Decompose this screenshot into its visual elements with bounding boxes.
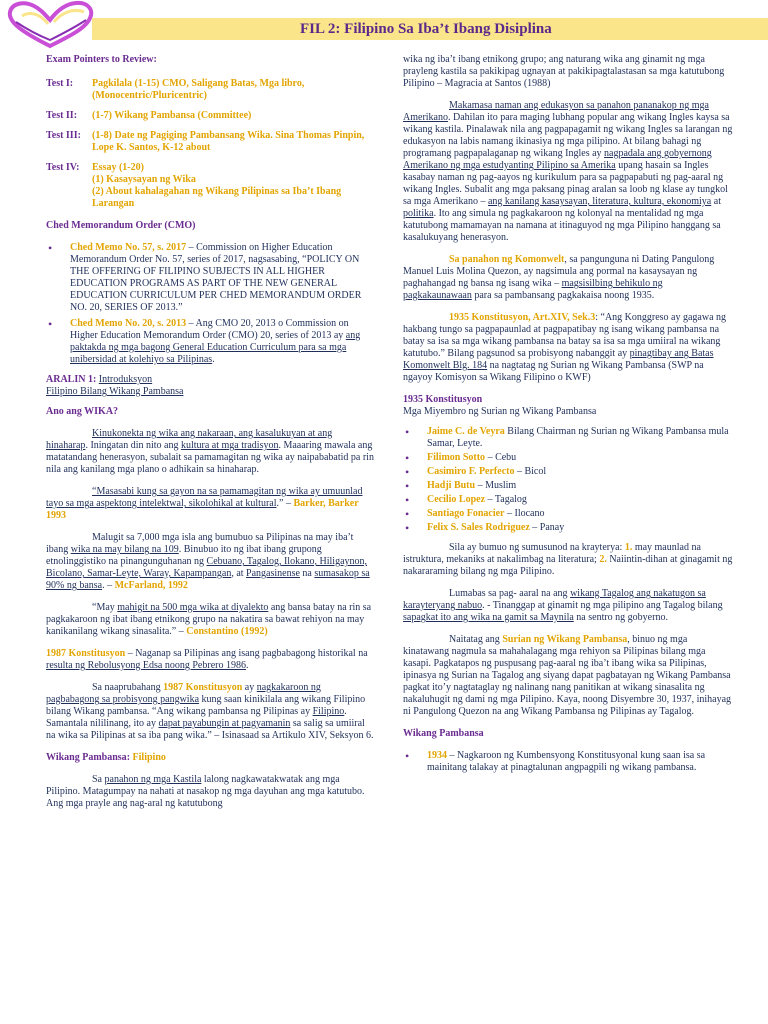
text: upang hasain sa Ingles kasabay naman ng pag-aayos ng kurikulum para sa pagpapabuti ng pag-aaral ng wikang Ingles. Subalit ang mga paksang pinag aralan sa loob ng klase ay tungkol sa mga Amerikano –	[403, 160, 728, 207]
emphasis: nagpadala ang gobyernong Amerikano ng mga estudyanting Pilipino sa Amerika	[403, 148, 712, 171]
text: . –	[102, 580, 115, 591]
wikang-pambansa-heading: Wikang Pambansa	[403, 728, 484, 739]
member-item	[403, 466, 733, 478]
member-item	[403, 508, 733, 520]
paragraph	[403, 588, 733, 624]
aralin-subtitle: Filipino Bilang Wikang Pambansa	[46, 386, 184, 397]
emphasis: magsisilbing behikulo ng pagkakaunawaan	[403, 278, 663, 301]
text: – Naganap sa Pilipinas ang isang pagbabagong historikal na	[125, 648, 368, 659]
text: .	[245, 660, 249, 671]
member-name: Casimiro F. Perfecto	[427, 466, 515, 477]
emphasis: pinagtibay ang Batas Komonwelt Blg. 184	[403, 348, 714, 371]
timeline-list	[403, 750, 733, 774]
test-label: Test IV:	[46, 162, 80, 173]
essay-item: (2) About kahalagahan ng Wikang Pilipinas sa Iba’t Ibang Larangan	[92, 186, 342, 209]
member-item	[403, 494, 733, 506]
text: Malugit sa 7,000 mga isla ang bumubuo sa Pilipinas na may iba’t ibang	[46, 532, 354, 555]
paragraph: wika ng iba’t ibang etnikong grupo; ang naturang wika ang ginamit ng mga prayleng kastila sa pakikipag ugnayan at pakikipagtalastasan sa mga katutubong Pilipino – Magracia at Santos (1988)	[403, 54, 725, 89]
ched-item-emphasis: ang paktakda ng mga bagong General Education Curriculum para sa mga unibersidad at kolehiyo sa Pilipinas	[70, 330, 361, 365]
aralin-heading	[46, 374, 374, 398]
text: na sentro ng gobyerno.	[573, 612, 668, 623]
heading-value: Filipino	[132, 752, 166, 763]
member-name: Cecilio Lopez	[427, 494, 486, 505]
ched-item-text: – Ang CMO 20, 2013 o Commission on Higher Education Memorandum Order (CMO) 20, series of 2013 ay	[70, 318, 349, 341]
quote	[46, 602, 374, 638]
text: Sa naaprubahang	[92, 682, 164, 693]
member-name: Filimon Sotto	[427, 452, 486, 463]
ched-item	[46, 318, 374, 366]
member-desc: – Muslim	[475, 480, 517, 491]
emphasis: wika na may bilang na 109	[70, 544, 179, 555]
surian-heading	[403, 394, 733, 418]
heading-separator: :	[126, 752, 133, 763]
paragraph	[46, 682, 374, 742]
emphasis: Pangasinense	[246, 568, 300, 579]
emphasis: wikang Tagalog ang nakatugon sa karayteryang nabuo	[403, 588, 706, 611]
test-desc: Pagkilala (1-15) CMO, Saligang Batas, Mga libro, (Monocentric/Pluricentric)	[92, 78, 305, 101]
emphasis: sumasakop sa 90% ng bansa	[46, 568, 370, 591]
text: . Dahilan ito para maging lubhang popular ang wikang Ingles kaysa sa wikang kastila. Pinalawak nila ang pagpapagamit ng wikang Ingles sa larangan ng edukasyon na labis namang ikinasiya ng mga pilipino. At bilang bahagi ng programang pagpapalaganap ng wikang Ingles ay	[403, 112, 733, 159]
emphasis: mahigit na 500 mga wika at diyalekto	[117, 602, 269, 613]
timeline-year: 1934	[427, 750, 447, 761]
member-desc: – Bicol	[514, 466, 547, 477]
emphasis: Filipino	[312, 706, 345, 717]
term: Surian ng Wikang Pambansa	[502, 634, 628, 645]
aralin-title: Introduksyon	[98, 374, 153, 385]
member-desc: – Tagalog	[485, 494, 527, 505]
essay-item: (1) Kasaysayan ng Wika	[92, 174, 196, 185]
emphasis: “Masasabi kung sa gayon na sa pamamagitan ng wika ay umuunlad tayo sa mga aspektong intelektwal, sikolohikal at kultural	[46, 486, 363, 509]
text: sa salig sa umiiral na wika sa Pilipinas at sa iba pang wika.” – Isinasaad sa Artikulo XIV, Seksyon 6.	[46, 718, 374, 741]
text: . Ito ang simula ng pagkakaroon ng kolonyal na mentalidad ng mga katutubong mamamayan na namana at itinaguyod ng mga Pilipino hanggang sa kasalukuyang henerasyon.	[403, 208, 721, 243]
member-name: Santiago Fonacier	[427, 508, 505, 519]
wikang-pambansa-heading	[46, 752, 374, 764]
ched-item-text: .	[212, 354, 215, 365]
emphasis: kultura at mga tradisyon	[180, 440, 279, 451]
test-label: Test II:	[46, 110, 78, 121]
test-desc: (1-7) Wikang Pambansa (Committee)	[92, 110, 252, 121]
emphasis: sapagkat ito ang wika na gamit sa Maynila	[403, 612, 574, 623]
member-name: Jaime C. de Veyra	[427, 426, 505, 437]
ched-heading: Ched Memorandum Order (CMO)	[46, 220, 196, 231]
text: Naiintin-dihan at ginagamit ng nakararaming bilang ng mga Pilipino.	[403, 554, 733, 577]
text: Sila ay bumuo ng sumusunod na krayterya:	[449, 542, 625, 553]
quote	[46, 486, 374, 522]
ched-item-title: Ched Memo No. 57, s. 2017	[70, 242, 187, 253]
text: . - Tinanggap at ginamit ng mga pilipino ang Tagalog bilang	[482, 600, 723, 611]
ched-list	[46, 242, 374, 366]
test-1	[46, 78, 374, 102]
left-column	[46, 54, 374, 820]
text: Lumabas sa pag- aaral na ang	[449, 588, 571, 599]
text: . Iningatan din nito ang	[85, 440, 181, 451]
text: , sa pangunguna ni Dating Pangulong Manuel Luis Molina Quezon, ay nagsimula ang pormal na kasaysayan ng paghahangad ng bansa ng isang wika –	[403, 254, 715, 289]
text: Sa	[92, 774, 105, 785]
emphasis: ang kanilang kasaysayan, literatura, kultura, ekonomiya	[487, 196, 712, 207]
text: ang bansa batay na rin sa pagkakaroon ng ibat ibang etnikong grupo na nakatira sa bawat rehiyon na may kanikanilang wikang sinasalita.” –	[46, 602, 372, 637]
essay-label: Essay (1-20)	[92, 162, 144, 173]
paragraph	[46, 428, 374, 476]
timeline-item	[403, 750, 733, 774]
member-item	[403, 452, 733, 464]
citation: McFarland, 1992	[114, 580, 188, 591]
test-3	[46, 130, 374, 154]
text: para sa pambansang pagkakaisa noong 1935.	[471, 290, 655, 301]
number: 1.	[624, 542, 633, 553]
ano-ang-wika-heading: Ano ang WIKA?	[46, 406, 119, 417]
text: .” –	[276, 498, 294, 509]
member-name: Felix S. Sales Rodriguez	[427, 522, 530, 533]
emphasis: dapat payabungin at pagyamanin	[158, 718, 291, 729]
member-name: Hadji Butu	[427, 480, 476, 491]
timeline-text: – Nagkaroon ng Kumbensyong Konstitusyonal kung saan isa sa mainitang talakay at pinagtalunan angpagpili ng wikang pambansa.	[427, 750, 706, 773]
text: . Maaaring mawala ang matatandang henerasyon, subalait sa pamamagitan ng wika ay naipababatid pa rin nila ang kanilang mga plano o adhikain sa hinaharap.	[46, 440, 374, 475]
member-desc: – Cebu	[485, 452, 517, 463]
member-item	[403, 522, 733, 534]
member-desc: Bilang Chairman ng Surian ng Wikang Pambansa mula Samar, Leyte.	[427, 426, 729, 449]
text: at	[711, 196, 721, 207]
test-desc: (1-8) Date ng Pagiging Pambansang Wika. Sina Thomas Pinpin, Lope K. Santos, K-12 about	[92, 130, 365, 153]
citation: Constantino (1992)	[186, 626, 268, 637]
page-header	[0, 0, 768, 50]
exam-pointers-heading: Exam Pointers to Review:	[46, 54, 157, 65]
paragraph	[46, 774, 374, 810]
emphasis: nagkakaroon ng pagbabagong sa probisyong pangwika	[46, 682, 321, 705]
test-4	[46, 162, 374, 210]
text: may maunlad na istruktura, mekaniks at nakalimbag na literatura;	[403, 542, 701, 565]
paragraph	[403, 100, 733, 244]
test-2	[46, 110, 374, 122]
heading-subtitle: Mga Miyembro ng Surian ng Wikang Pambansa	[403, 406, 597, 417]
heading-title: 1935 Konstitusyon	[403, 394, 483, 405]
term: 1987 Konstitusyon	[163, 682, 243, 693]
ched-item-title: Ched Memo No. 20, s. 2013	[70, 318, 187, 329]
ched-item-text: – Commission on Higher Education Memorandum Order No. 57, series of 2017, nagsasabing, “POLICY ON THE OFFERING OF FILIPINO SUBJECTS IN ALL HIGHER EDUCATION PROGRAMS AS PART OF THE NEW GENERAL EDUCATION CURRICULUM PER CHED MEMORANDUM ORDER NO. 20, SERIES OF 2013.”	[70, 242, 362, 313]
member-desc: – Panay	[529, 522, 565, 533]
emphasis: Cebuano, Tagalog, Ilokano, Hiligaynon, Bicolano, Samar-Leyte, Waray, Kapampangan	[46, 556, 368, 579]
test-label: Test III:	[46, 130, 81, 141]
text: na nagtatag ng Surian ng Wikang Pambansa (SWP na ngayoy Komisyon sa Wikang Filipino o KWF)	[403, 360, 704, 383]
right-column	[403, 54, 733, 782]
emphasis: Makamasa naman ang edukasyon sa panahon pananakop ng mga Amerikano	[403, 100, 709, 123]
members-list	[403, 426, 733, 534]
aralin-label: ARALIN 1:	[46, 374, 99, 385]
number: 2.	[599, 554, 607, 565]
test-label: Test I:	[46, 78, 74, 89]
text: , binuo ng mga kinatawang nagmula sa mahahalagang mga rehiyon sa Pilipinas bilang mga kasapi. Pagkatapos ng puspusang pag-aaral ng iba’t ibang wika sa Pilipinas, ipinasya ng Surian na Tagalog ang siyang dapat pagbatayan ng Wikang Pambansa pagkat ito’y nagtataglay ng nalinang nang panitikan at wikang sinasalita ng nakaluhugit ng dami ng mga Pilipino. Kaya, noong Disyembre 30, 1937, inihayag ni Pangulong Quezon na ang Wikang Pambansa ng Pilipinas ay Tagalog.	[403, 634, 732, 717]
paragraph	[403, 254, 733, 302]
term: Sa panahon ng Komonwelt	[449, 254, 565, 265]
emphasis: Kinukonekta ng wika ang nakaraan, ang kasalukuyan at ang hinaharap	[46, 428, 333, 451]
member-desc: – Ilocano	[504, 508, 545, 519]
paragraph	[403, 542, 733, 578]
text: , at	[231, 568, 247, 579]
heart-logo-icon	[2, 0, 98, 50]
paragraph	[46, 648, 374, 672]
text: ay	[242, 682, 257, 693]
text: na	[299, 568, 315, 579]
citation: Barker, Barker 1993	[46, 498, 359, 521]
term: 1935 Konstitusyon, Art.XIV, Sek.3	[449, 312, 596, 323]
text: kung saan kinikilala ang wikang Filipino bilang Wikang pambansa. “Ang wikang pambansa ng Pilipinas ay	[46, 694, 366, 717]
text: Naitatag ang	[449, 634, 503, 645]
paragraph	[46, 532, 374, 592]
ched-item	[46, 242, 374, 314]
emphasis: resulta ng Rebolusyong Edsa noong Pebrero 1986	[46, 660, 246, 671]
text: “May	[92, 602, 118, 613]
test-desc	[92, 162, 374, 210]
heading-label: Wikang Pambansa	[46, 752, 127, 763]
text: : “Ang Konggreso ay gagawa ng hakbang tungo sa pagpapaunlad at pagpapatibay ng isang wikang pambansa na batay sa isa sa mga wikang pambansa na batay sa isa sa mga umiiral na wikang katutubo.” Bilang pagsunod sa probisyong nabanggit ay	[403, 312, 727, 359]
text: . Samantala nililinang, ito ay	[46, 706, 347, 729]
member-item	[403, 426, 733, 450]
text: lalong nagkawatakwatak ang mga Pilipino. Matagumpay na nahati at nasakop ng mga dayuhan ang mga katutubo. Ang mga prayle ang nag-aral ng katutubong	[46, 774, 365, 809]
emphasis: politika	[403, 208, 434, 219]
paragraph	[403, 312, 733, 384]
term: 1987 Konstitusyon	[46, 648, 126, 659]
emphasis: panahon ng mga Kastila	[104, 774, 202, 785]
member-item	[403, 480, 733, 492]
text: . Binubuo ito ng ibat ibang grupong etnolinggistiko na pinangunguhanan ng	[46, 544, 322, 567]
paragraph	[403, 634, 733, 718]
page-title: FIL 2: Filipino Sa Iba’t Ibang Disiplina	[300, 21, 552, 37]
